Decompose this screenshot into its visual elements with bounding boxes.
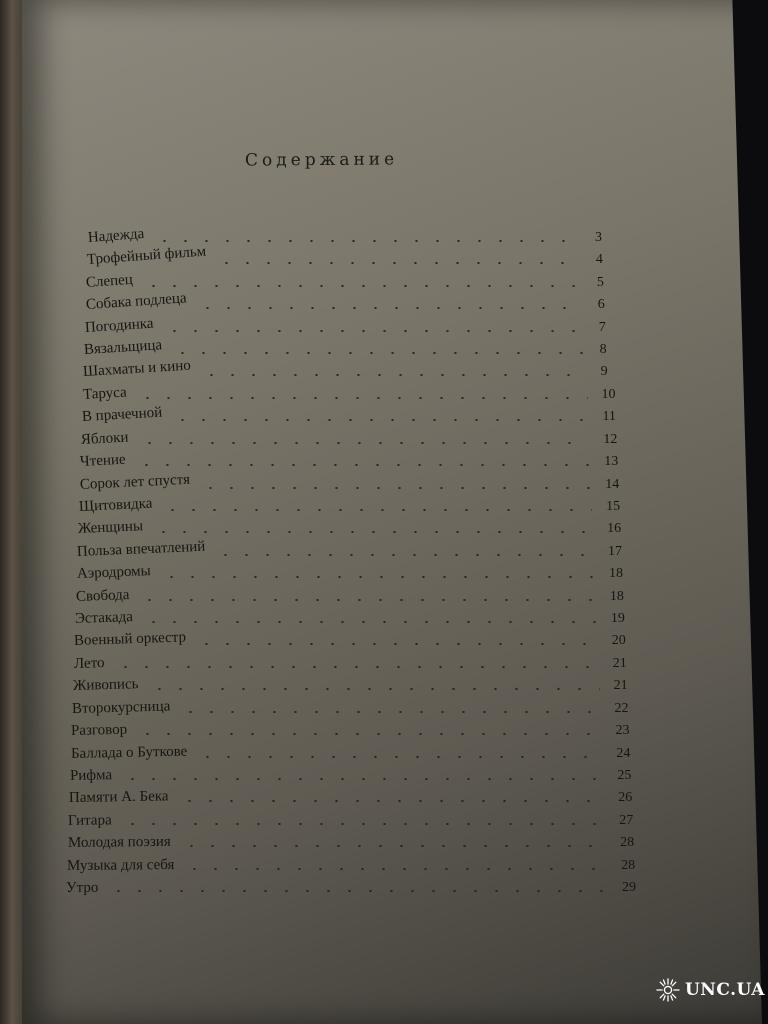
toc-entry bbox=[0, 611, 768, 633]
toc-page-number: 28 bbox=[621, 857, 636, 873]
toc-entry-title: Гитара bbox=[68, 812, 113, 829]
toc-entry-title: Шахматы и кино bbox=[82, 358, 192, 381]
toc-leader-dots bbox=[215, 554, 594, 556]
toc-page-number: 26 bbox=[618, 790, 633, 806]
watermark-text: UNC.UA bbox=[684, 980, 765, 1000]
toc-entry bbox=[0, 358, 768, 386]
toc-entry bbox=[0, 243, 768, 274]
toc-entry bbox=[0, 629, 768, 655]
toc-leader-dots bbox=[122, 823, 605, 825]
toc-entry-title: Слепец bbox=[85, 271, 134, 291]
toc-page-number: 20 bbox=[611, 633, 626, 649]
toc-entry bbox=[0, 225, 768, 252]
toc-entry bbox=[0, 563, 768, 588]
toc-page-number: 24 bbox=[616, 745, 631, 761]
toc-entry bbox=[0, 723, 768, 745]
toc-leader-dots bbox=[149, 688, 600, 690]
toc-entry-title: Второкурсница bbox=[71, 698, 171, 717]
toc-entry-title: Трофейный фильм bbox=[86, 243, 207, 269]
toc-page-number: 16 bbox=[607, 521, 622, 537]
toc-page-number: 12 bbox=[603, 431, 618, 447]
toc-page-number: 17 bbox=[608, 543, 623, 559]
toc-page-number: 3 bbox=[595, 230, 602, 245]
toc-entry-title: Погодинка bbox=[84, 315, 154, 336]
sun-burst-icon bbox=[655, 970, 681, 1010]
toc-page-number: 19 bbox=[610, 611, 625, 627]
toc-page-number: 25 bbox=[617, 767, 632, 783]
toc-page-number: 28 bbox=[620, 835, 635, 851]
toc-entry bbox=[0, 471, 768, 499]
toc-entry bbox=[0, 495, 768, 521]
toc-leader-dots bbox=[164, 330, 585, 332]
toc-leader-dots bbox=[216, 262, 582, 264]
toc-page-number: 10 bbox=[601, 386, 616, 402]
toc-entry bbox=[0, 858, 768, 880]
toc-entry-title: Военный оркестр bbox=[74, 629, 187, 650]
toc-entry bbox=[0, 678, 768, 700]
toc-page-number: 22 bbox=[614, 700, 629, 716]
toc-leader-dots bbox=[122, 778, 603, 780]
toc-entry bbox=[0, 790, 768, 812]
toc-entry-title: Молодая поэзия bbox=[67, 833, 171, 852]
toc-entry-title: Музыка для себя bbox=[66, 856, 175, 874]
toc-leader-dots bbox=[181, 845, 606, 847]
toc-entry-title: Вязальщица bbox=[83, 337, 163, 359]
toc-page-number: 5 bbox=[596, 274, 604, 290]
toc-page-number: 18 bbox=[609, 588, 624, 604]
toc-page-number: 4 bbox=[595, 252, 603, 268]
toc-entry-title: Сорок лет спустя bbox=[79, 471, 190, 493]
toc-entry bbox=[0, 880, 768, 902]
toc-entry bbox=[0, 768, 768, 790]
toc-leader-dots bbox=[115, 666, 599, 668]
toc-leader-dots bbox=[172, 352, 586, 354]
toc-entry bbox=[0, 656, 768, 678]
toc-entry bbox=[0, 271, 768, 297]
toc-entry-title: Щитовидка bbox=[78, 495, 153, 515]
toc-leader-dots bbox=[108, 890, 608, 892]
toc-leader-dots bbox=[197, 756, 602, 758]
toc-leader-dots bbox=[136, 464, 590, 466]
toc-entry bbox=[0, 315, 768, 342]
toc-leader-dots bbox=[201, 374, 587, 376]
toc-entry bbox=[0, 538, 768, 566]
toc-page-number: 27 bbox=[619, 812, 634, 828]
toc-entry-title: Аэродромы bbox=[76, 563, 151, 583]
toc-entry bbox=[0, 743, 768, 768]
toc-entry-title: Эстакада bbox=[74, 609, 134, 628]
toc-leader-dots bbox=[162, 509, 592, 511]
toc-entry bbox=[0, 429, 768, 454]
toc-page-number: 6 bbox=[597, 297, 605, 313]
toc-entry-title: Баллада о Буткове bbox=[70, 743, 187, 762]
toc-entry-title: Живопись bbox=[72, 676, 139, 695]
toc-entry bbox=[0, 384, 768, 409]
toc-entry-title: Таруса bbox=[82, 384, 127, 403]
toc-page-number: 14 bbox=[605, 476, 620, 492]
toc-entry bbox=[0, 813, 768, 835]
toc-entry-title: Утро bbox=[65, 879, 99, 896]
toc-leader-dots bbox=[200, 487, 591, 489]
toc-entry-title: Рифма bbox=[69, 767, 113, 784]
toc-page-number: 18 bbox=[608, 566, 623, 582]
toc-page-number: 7 bbox=[598, 319, 606, 335]
toc-leader-dots bbox=[196, 643, 598, 645]
toc-page-number: 23 bbox=[615, 723, 630, 739]
toc-entry-title: Разговор bbox=[71, 721, 128, 740]
toc-page-number: 13 bbox=[604, 454, 619, 470]
toc-entry-title: Лето bbox=[73, 654, 105, 672]
toc-leader-dots bbox=[137, 733, 601, 735]
toc-page-number: 21 bbox=[612, 655, 627, 671]
toc-entry-title: Надежда bbox=[87, 225, 145, 246]
toc-entry-title: В прачечной bbox=[81, 404, 163, 426]
toc-page-number: 11 bbox=[602, 409, 616, 425]
toc-entry bbox=[0, 451, 768, 476]
toc-leader-dots bbox=[179, 800, 604, 802]
toc-entry bbox=[0, 337, 768, 364]
toc-leader-dots bbox=[154, 240, 581, 242]
toc-entry-title: Яблоки bbox=[80, 429, 130, 448]
toc-page-number: 9 bbox=[600, 364, 608, 380]
toc-leader-dots bbox=[139, 599, 596, 601]
toc-entry-title: Польза впечатлений bbox=[77, 538, 206, 560]
toc-leader-dots bbox=[161, 576, 595, 578]
toc-entry-title: Собака подлеца bbox=[85, 290, 187, 314]
toc-page-number: 29 bbox=[622, 880, 636, 895]
toc-leader-dots bbox=[139, 442, 589, 444]
toc-leader-dots bbox=[153, 531, 593, 533]
toc-leader-dots bbox=[143, 285, 583, 287]
toc-entry bbox=[0, 404, 768, 431]
toc-leader-dots bbox=[197, 307, 584, 309]
toc-entry bbox=[0, 518, 768, 543]
toc-entry-title: Женщины bbox=[77, 518, 144, 538]
toc-entry-title: Памяти А. Бека bbox=[68, 788, 169, 807]
toc-leader-dots bbox=[137, 397, 588, 399]
toc-leader-dots bbox=[180, 711, 601, 713]
toc-page-number: 15 bbox=[606, 498, 621, 514]
toc-entry bbox=[0, 586, 768, 611]
toc-entry bbox=[0, 698, 768, 723]
toc-entry-title: Свобода bbox=[75, 586, 130, 605]
toc-page-number: 8 bbox=[599, 342, 607, 358]
toc-page-number: 21 bbox=[613, 678, 628, 694]
toc-leader-dots bbox=[172, 419, 588, 421]
contents-heading: Содержание bbox=[244, 149, 399, 171]
toc-leader-dots bbox=[143, 621, 597, 623]
toc-entry bbox=[0, 290, 768, 319]
toc-entry bbox=[0, 835, 768, 857]
toc-entry-title: Чтение bbox=[79, 451, 127, 471]
watermark bbox=[655, 968, 765, 1012]
toc-leader-dots bbox=[184, 868, 607, 870]
